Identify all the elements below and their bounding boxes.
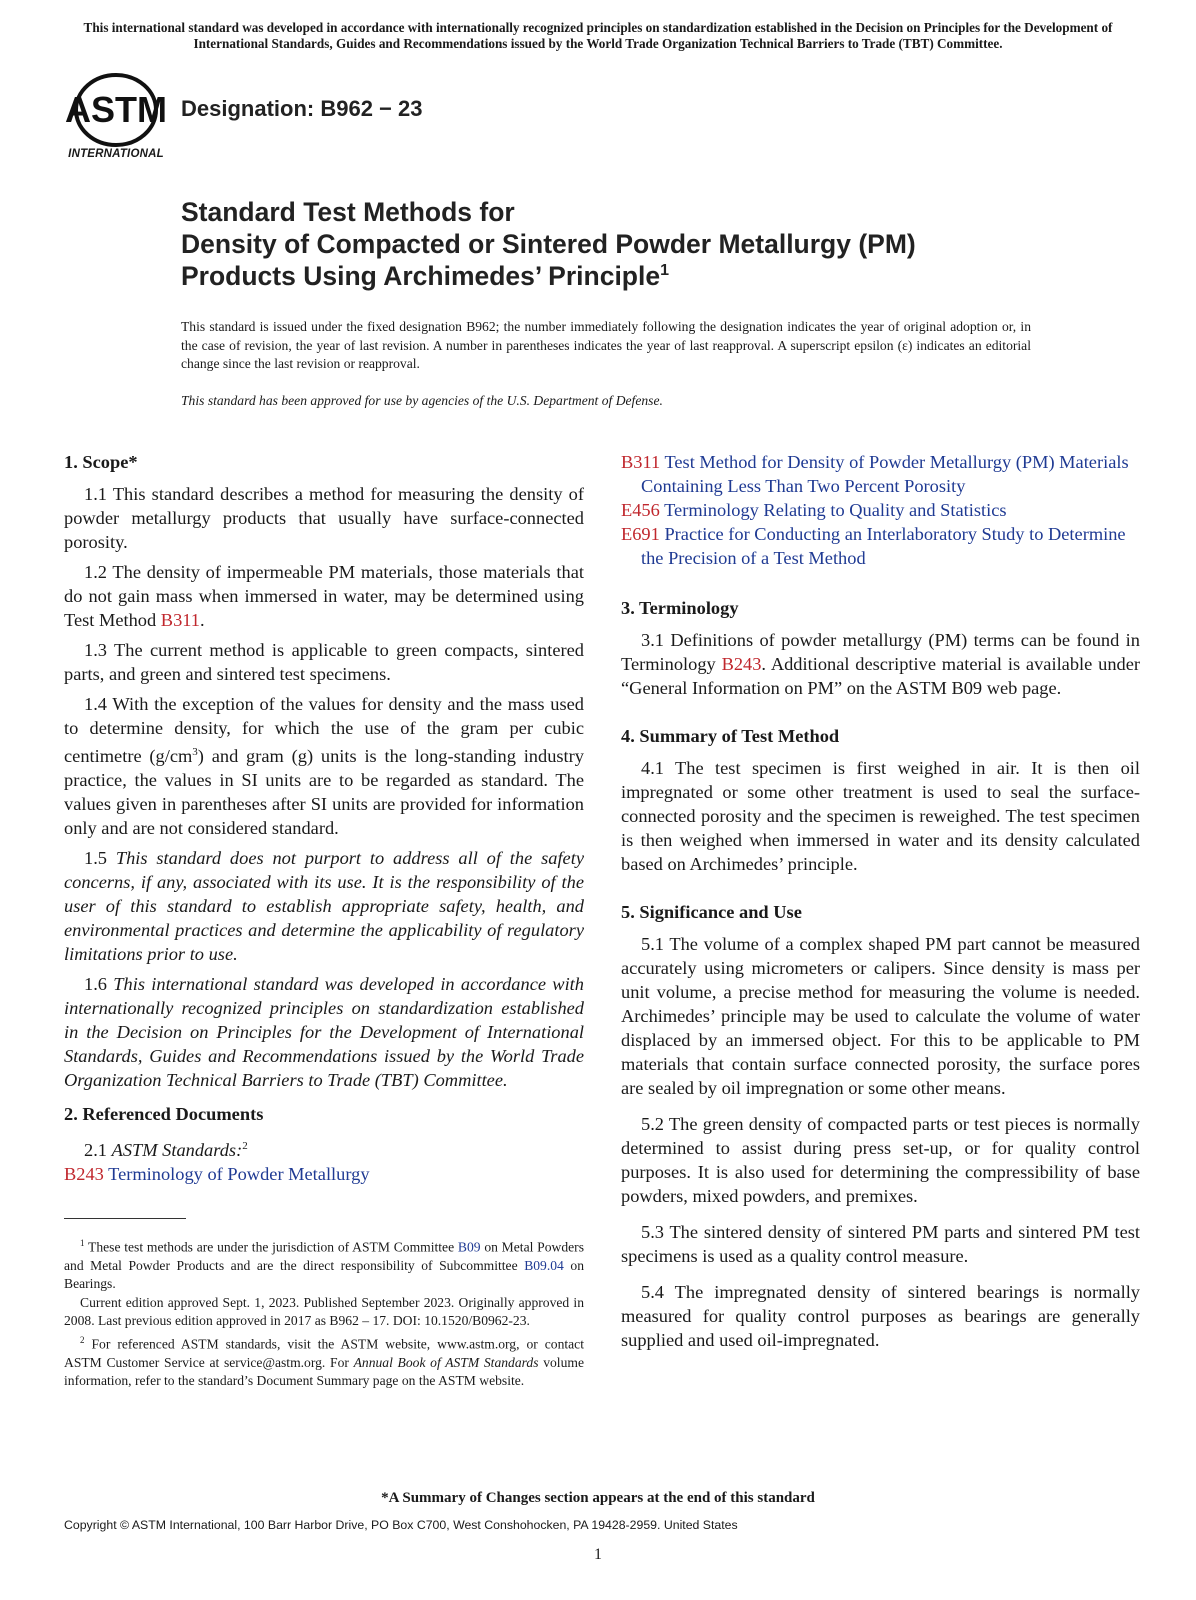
ref-link-b311[interactable]: B311 <box>160 610 200 630</box>
section-1-heading: 1. Scope* <box>64 452 138 472</box>
para-1-5: 1.5 This standard does not purport to address all of the safety concerns, if any, associated with its use. It is the responsibility of the user of this standard to establish appropriate safety, health, and environmental practices and determine the applicability of regulatory limitations prior to use. <box>64 848 584 965</box>
page-number: 1 <box>594 1546 602 1563</box>
section-2-heading: 2. Referenced Documents <box>64 1104 264 1125</box>
ref-link-b243[interactable]: B243 <box>721 654 762 674</box>
issued-note: This standard is issued under the fixed designation B962; the number immediately following the designation indicates the year of original adoption or, in the case of revision, the year of last revision. A number in parentheses indicates the year of last reapproval. A superscript epsilon (ε) indicates an editorial change since the last revision or reapproval. <box>181 319 1031 371</box>
astm-logo-icon <box>64 70 168 150</box>
section-4-heading: 4. Summary of Test Method <box>621 726 840 746</box>
para-1-2: 1.2 The density of impermeable PM materials, those materials that do not gain mass when immersed in water, may be determined using Test Method B311. <box>64 562 584 630</box>
para-1-3: 1.3 The current method is applicable to green compacts, sintered parts, and green and sintered test specimens. <box>64 640 584 684</box>
para-5-4: 5.4 The impregnated density of sintered bearings is normally measured for quality control purposes as bearings are generally supplied and used oil-impregnated. <box>621 1282 1140 1350</box>
footnotes <box>64 1234 584 1390</box>
section-3-heading: 3. Terminology <box>621 598 739 618</box>
title-line-2: Density of Compacted or Sintered Powder Metallurgy (PM) <box>181 229 916 259</box>
astm-logo-letters: ASTM <box>65 89 167 130</box>
footnote-1: $^1$ These test methods are under the jurisdiction of ASTM Committee B09 on Metal Powders and Metal Powder Products and are the direct responsibility of Subcommittee B09.04 on Bearings. <box>64 1238 584 1292</box>
document-title <box>181 196 1081 292</box>
astm-wordmark: INTERNATIONAL <box>68 148 164 160</box>
ref-item-e691[interactable]: E691 Practice for Conducting an Interlaboratory Study to Determine the Precision of a Test Method <box>621 524 1126 568</box>
astm-logo <box>64 70 168 166</box>
para-1-6: 1.6 This international standard was developed in accordance with internationally recognized principles on standardization established in the Decision on Principles for the Development of International Standards, Guides and Recommendations issued by the World Trade Organization Technical Barriers to Trade (TBT) Committee. <box>64 974 584 1091</box>
footnote-1-edition: Current edition approved Sept. 1, 2023. Published September 2023. Originally approved in 2008. Last previous edition approved in 2017 as B962 – 17. DOI: 10.1520/B0962-23. <box>64 1294 584 1329</box>
title-footnote-mark[interactable]: 1 <box>660 262 670 280</box>
dod-note: This standard has been approved for use by agencies of the U.S. Department of Defense. <box>181 393 663 408</box>
para-4-1: 4.1 The test specimen is first weighed in air. It is then oil impregnated or some other treatment is used to seal the surface-connected porosity and the specimen is reweighed. The test specimen is then weighed when immersed in water and its density calculated based on Archimedes’ principle. <box>621 758 1140 874</box>
para-5-2: 5.2 The green density of compacted parts or test pieces is normally determined to assist during press set-up, or for quality control purposes. It is also used for determining the compressibility of base powders, mixed powders, and premixes. <box>621 1114 1140 1206</box>
ref-item-b311[interactable]: B311 Test Method for Density of Powder Metallurgy (PM) Materials Containing Less Than Two Percent Porosity <box>621 452 1129 496</box>
left-column <box>64 450 584 1186</box>
para-1-4: 1.4 With the exception of the values for density and the mass used to determine density, for which the use of the gram per cubic centimetre $(g/cm^3)$ and gram (g) units is the long-standing industry practice, the values in SI units are to be regarded as standard. The values given in parentheses after SI units are provided for information only and are not considered standard. <box>64 694 584 839</box>
title-line-1: Standard Test Methods for <box>181 197 515 227</box>
summary-of-changes-note: *A Summary of Changes section appears at the end of this standard <box>381 1490 815 1506</box>
right-column <box>621 450 1140 1358</box>
section-5-heading: 5. Significance and Use <box>621 902 802 922</box>
top-notice: This international standard was developed in accordance with internationally recognized principles on standardization established in the Decision on Principles for the Development of International Standards, Guides and Recommendations issued by the World Trade Organization Technical Barriers to Trade (TBT) Committee. <box>83 20 1113 51</box>
footnote-divider <box>64 1218 186 1219</box>
ref-item-e456[interactable]: E456 Terminology Relating to Quality and Statistics <box>621 500 1007 520</box>
footnote-2: $^2$ For referenced ASTM standards, visit the ASTM website, www.astm.org, or contact ASTM Customer Service at service@astm.org. For Annual Book of ASTM Standards volume information, refer to the standard’s Document Summary page on the ASTM website. <box>64 1334 584 1388</box>
ref-item-b243[interactable]: B243 Terminology of Powder Metallurgy <box>64 1164 370 1185</box>
para-1-1: 1.1 This standard describes a method for measuring the density of powder metallurgy products that usually have surface-connected porosity. <box>64 484 584 552</box>
copyright: Copyright © ASTM International, 100 Barr Harbor Drive, PO Box C700, West Conshohocken, PA 19428-2959. United States <box>64 1518 738 1532</box>
para-3-1: 3.1 Definitions of powder metallurgy (PM) terms can be found in Terminology B243. Additional descriptive material is available under “General Information on PM” on the ASTM B09 web page. <box>621 630 1140 698</box>
title-line-3: Products Using Archimedes’ Principle <box>181 261 661 291</box>
para-5-1: 5.1 The volume of a complex shaped PM part cannot be measured accurately using micrometers or calipers. Since density is mass per unit volume, a precise method for measuring the volume is needed. Archimedes’ principle may be used to calculate the volume of water displaced by an immersed object. For this to be applicable to PM materials that contain surface connected porosity, the surface pores are sealed by oil impregnation or some other means. <box>621 934 1140 1098</box>
link-b09[interactable]: B09 <box>457 1239 481 1255</box>
designation: Designation: B962 − 23 <box>181 96 423 121</box>
para-5-3: 5.3 The sintered density of sintered PM parts and sintered PM test specimens is used as a quality control measure. <box>621 1222 1140 1266</box>
para-2-1: 2.1 ASTM Standards:$^2$ <box>84 1140 248 1161</box>
link-b09-04[interactable]: B09.04 <box>524 1257 564 1273</box>
